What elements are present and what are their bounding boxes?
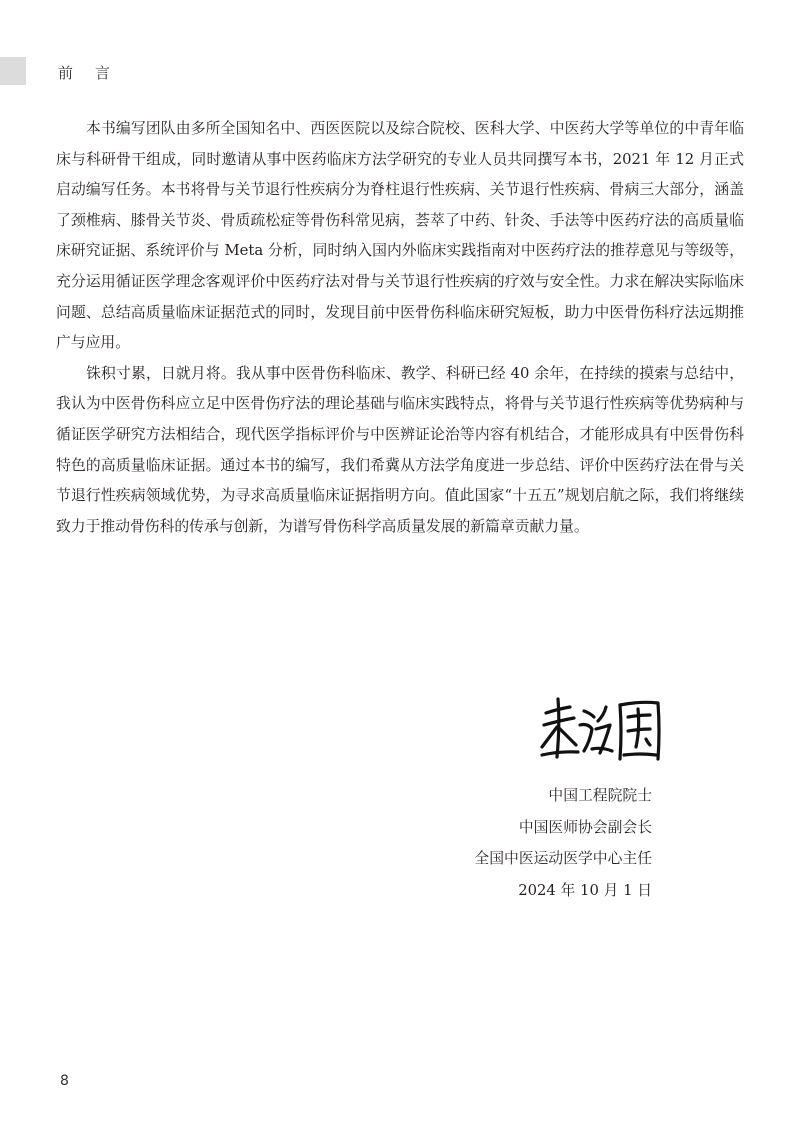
running-head: 前言 [58, 64, 133, 82]
author-title-2: 中国医师协会副会长 [518, 818, 652, 836]
page-number: 8 [60, 1073, 69, 1089]
author-affiliation-block [474, 780, 652, 906]
author-title-1: 中国工程院院士 [548, 787, 652, 804]
section-tab-marker [0, 57, 26, 85]
author-title-3: 全国中医运动医学中心主任 [474, 850, 652, 867]
preface-body [56, 114, 744, 542]
paragraph-2: 铢积寸累，日就月将。我从事中医骨伤科临床、教学、科研已经 40 余年，在持续的摸索与总结中，我认为中医骨伤科应立足中医骨伤疗法的理论基础与临床实践特点，将骨与关节退行性疾病等优势病种与循证医学研究方法相结合，现代医学指标评价与中医辨证论治等内容有机结合，才能形成具有中医骨伤科特色的高质量临床证据。通过本书的编写，我们希冀从方法学角度进一步总结、评价中医药疗法在骨与关节退行性疾病领域优势，为寻求高质量临床证据指明方向。值此国家“十五五”规划启航之际，我们将继续致力于推动骨伤科的传承与创新，为谱写骨伤科学高质量发展的新篇章贡献力量。 [56, 364, 744, 535]
handwritten-signature [540, 695, 664, 763]
paragraph-1: 本书编写团队由多所全国知名中、西医医院以及综合院校、医科大学、中医药大学等单位的中青年临床与科研骨干组成，同时邀请从事中医药临床方法学研究的专业人员共同撰写本书，2021 年 12 月正式启动编写任务。本书将骨与关节退行性疾病分为脊柱退行性疾病、关节退行性疾病、骨病三大部分，涵盖了颈椎病、膝骨关节炎、骨质疏松症等骨伤科常见病，荟萃了中药、针灸、手法等中医药疗法的高质量临床研究证据、系统评价与 Meta 分析，同时纳入国内外临床实践指南对中医药疗法的推荐意见与等级等，充分运用循证医学理念客观评价中医药疗法对骨与关节退行性疾病的疗效与安全性。力求在解决实际临床问题、总结高质量临床证据范式的同时，发现目前中医骨伤科临床研究短板，助力中医骨伤科疗法远期推广与应用。 [56, 120, 744, 352]
signature-date: 2024 年 10 月 1 日 [518, 881, 652, 899]
